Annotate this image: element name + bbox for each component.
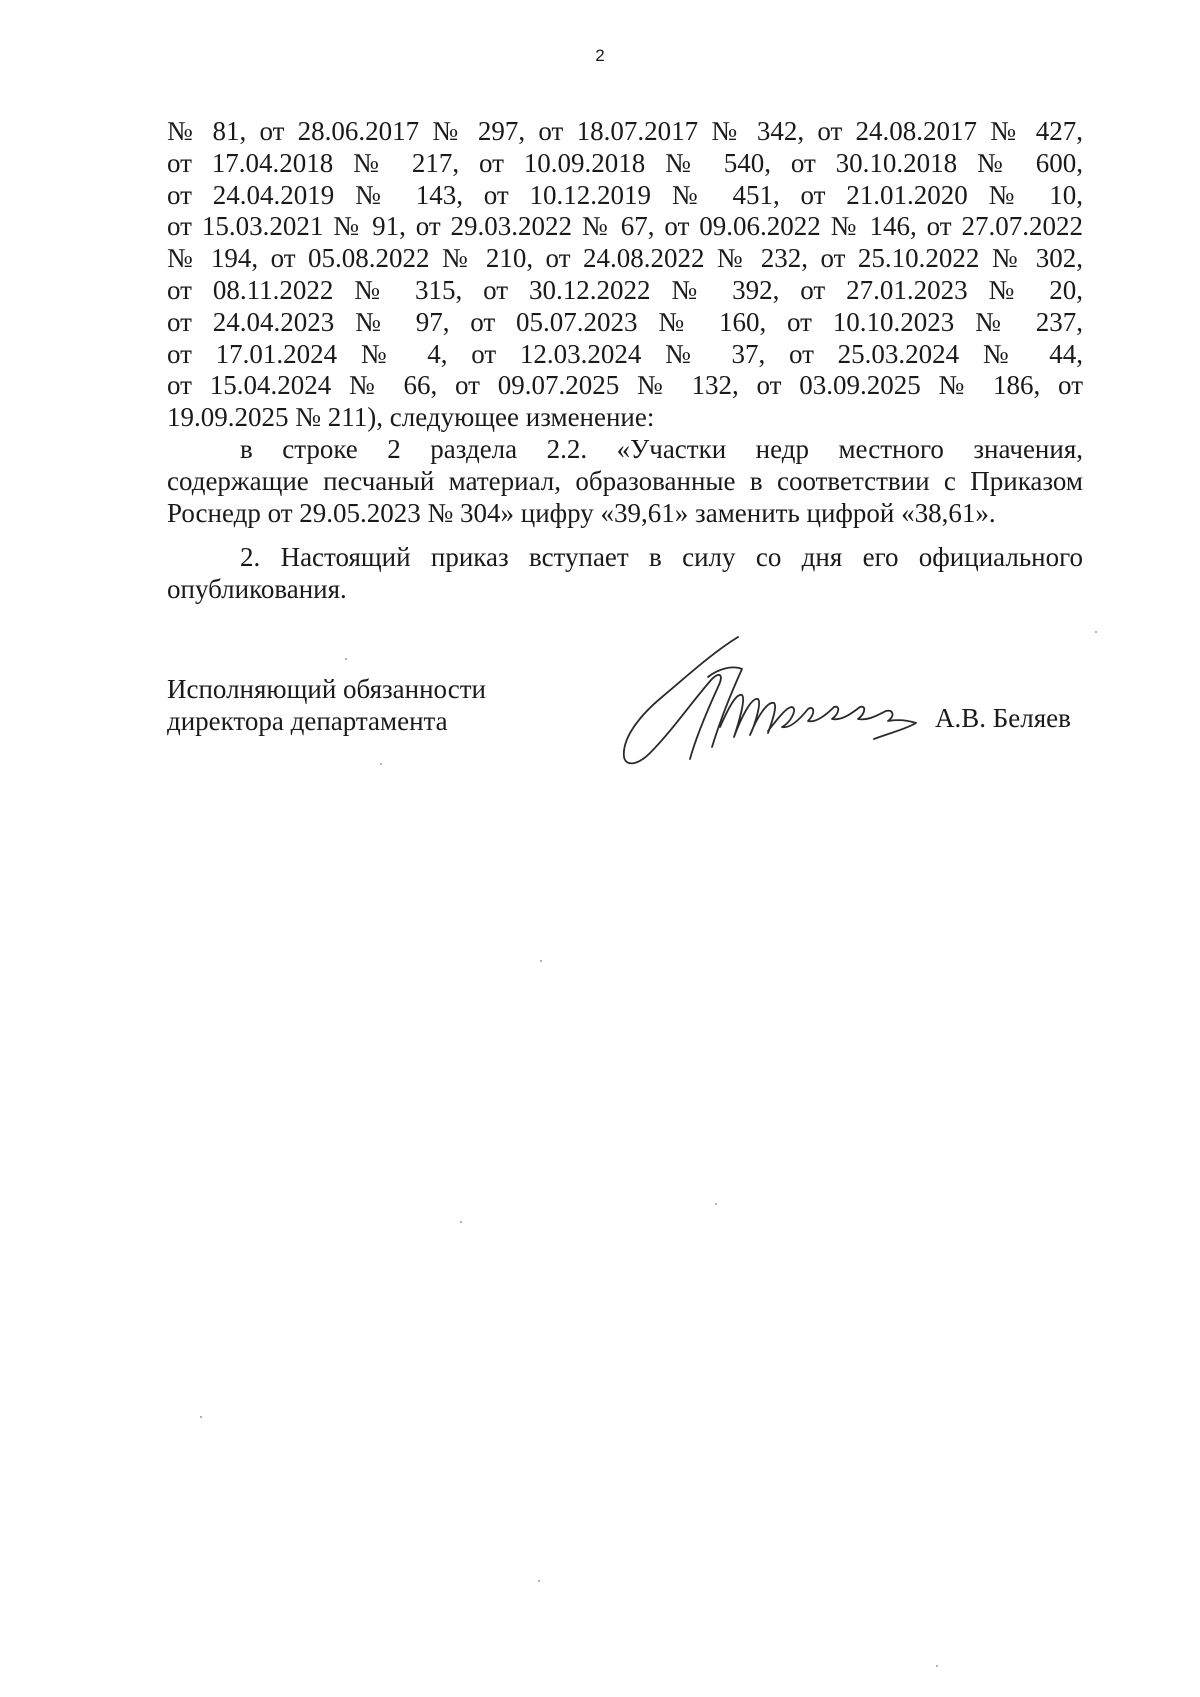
text-line: от 17.01.2024 № 4, от 12.03.2024 № 37, от 25.03.2024 № 44, [167, 338, 1083, 369]
scan-speck [538, 1580, 540, 1582]
text-line: от 24.04.2023 № 97, от 05.07.2023 № 160, от 10.10.2023 № 237, [167, 306, 1083, 337]
text-line: Роснедр от 29.05.2023 № 304» цифру «39,61» заменить цифрой «38,61». [167, 497, 996, 528]
body-paragraph-2 [167, 542, 1083, 606]
text-line: 2. Настоящий приказ вступает в силу со дня его официального [240, 542, 1083, 572]
text-line: № 194, от 05.08.2022 № 210, от 24.08.2022 № 232, от 25.10.2022 № 302, [167, 243, 1083, 274]
text-line: содержащие песчаный материал, образованные в соответствии с Приказом [167, 465, 1083, 496]
text-line: от 15.04.2024 № 66, от 09.07.2025 № 132, от 03.09.2025 № 186, от [167, 370, 1083, 401]
scan-speck [345, 658, 347, 660]
text-line: № 81, от 28.06.2017 № 297, от 18.07.2017 № 342, от 24.08.2017 № 427, [167, 116, 1083, 146]
text-line: от 24.04.2019 № 143, от 10.12.2019 № 451, от 21.01.2020 № 10, [167, 179, 1083, 210]
signatory-name: А.В. Беляев [935, 703, 1071, 733]
text-line: опубликования. [167, 573, 347, 604]
text-line: от 15.03.2021 № 91, от 29.03.2022 № 67, от 09.06.2022 № 146, от 27.07.2022 [167, 211, 1083, 242]
text-line: в строке 2 раздела 2.2. «Участки недр местного значения, [240, 433, 1083, 464]
body-paragraph-1 [167, 116, 1083, 529]
signatory-position [167, 674, 486, 738]
scan-speck [715, 1203, 717, 1205]
scan-speck [1095, 631, 1097, 633]
scan-speck [936, 1665, 938, 1667]
position-line: директора департамента [167, 705, 448, 736]
handwritten-signature [620, 635, 920, 770]
text-line: от 08.11.2022 № 315, от 30.12.2022 № 392, от 27.01.2023 № 20, [167, 274, 1083, 305]
text-line: 19.09.2025 № 211), следующее изменение: [167, 402, 655, 433]
text-line: от 17.04.2018 № 217, от 10.09.2018 № 540, от 30.10.2018 № 600, [167, 147, 1083, 178]
scan-speck [540, 960, 542, 962]
page-number: 2 [595, 46, 605, 65]
scan-speck [200, 1416, 202, 1418]
position-line: Исполняющий обязанности [167, 674, 486, 704]
scan-speck [460, 1221, 462, 1223]
scan-speck [380, 763, 382, 765]
